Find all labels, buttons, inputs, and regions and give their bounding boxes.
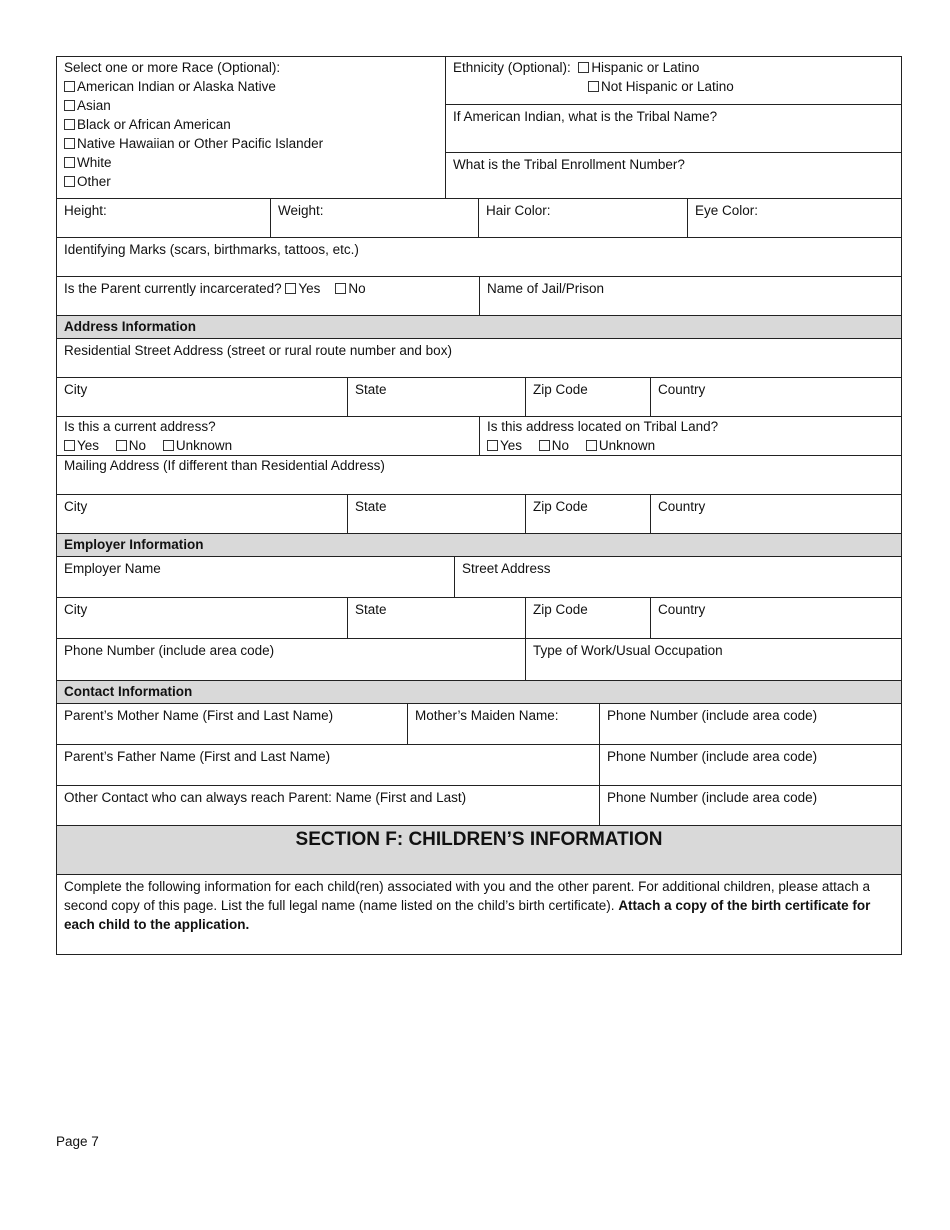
employer-city-row (56, 598, 902, 639)
tribal-land-yes-option[interactable]: Yes (487, 438, 522, 453)
race-option[interactable]: Black or African American (64, 115, 438, 134)
incarcerated-no-option[interactable]: No (335, 281, 365, 296)
weight-field[interactable] (271, 199, 479, 237)
weight-label: Weight: (278, 203, 324, 218)
employer-phone-row (56, 639, 902, 681)
race-option[interactable]: White (64, 153, 438, 172)
checkbox-icon[interactable] (588, 81, 599, 92)
employer-header: Employer Information (56, 534, 902, 557)
checkbox-icon[interactable] (163, 440, 174, 451)
application-form (56, 56, 902, 955)
checkbox-icon[interactable] (64, 81, 75, 92)
hair-color-field[interactable] (479, 199, 688, 237)
tribal-land-unknown-option[interactable]: Unknown (586, 438, 655, 453)
checkbox-icon[interactable] (578, 62, 589, 73)
current-no-option[interactable]: No (116, 438, 146, 453)
current-address-label: Is this a current address? (64, 419, 216, 434)
section-f-instructions-row (56, 875, 902, 955)
checkbox-icon[interactable] (586, 440, 597, 451)
ethnicity-tribal-column (446, 57, 901, 198)
race-ethnicity-row (56, 56, 902, 199)
race-label: Select one or more Race (Optional): (64, 60, 281, 75)
tribal-name-field[interactable] (446, 105, 901, 153)
checkbox-icon[interactable] (64, 440, 75, 451)
tribal-land-no-option[interactable]: No (539, 438, 569, 453)
mother-name-field[interactable]: Parent’s Mother Name (First and Last Name) (57, 704, 408, 744)
checkbox-icon[interactable] (64, 138, 75, 149)
race-option[interactable]: Asian (64, 96, 438, 115)
mother-row (56, 704, 902, 745)
state-field[interactable]: State (348, 378, 526, 416)
eye-color-field[interactable] (688, 199, 901, 237)
ethnicity-option-not-hispanic[interactable]: Not Hispanic or Latino (453, 77, 894, 96)
mailing-address-label: Mailing Address (If different than Residential Address) (64, 458, 385, 473)
ethnicity-option-hispanic[interactable]: Hispanic or Latino (578, 60, 699, 75)
other-contact-field[interactable]: Other Contact who can always reach Parent: Name (First and Last) (57, 786, 600, 825)
country-field[interactable]: Country (658, 382, 706, 397)
identifying-marks-label: Identifying Marks (scars, birthmarks, tattoos, etc.) (64, 242, 359, 257)
residential-address-row (56, 339, 902, 378)
section-f-title-row (56, 826, 902, 875)
jail-name-label: Name of Jail/Prison (487, 281, 605, 296)
checkbox-icon[interactable] (285, 283, 296, 294)
father-name-field[interactable]: Parent’s Father Name (First and Last Name) (57, 745, 600, 785)
tribal-land-label: Is this address located on Tribal Land? (487, 419, 719, 434)
checkbox-icon[interactable] (64, 100, 75, 111)
checkbox-icon[interactable] (64, 119, 75, 130)
current-yes-option[interactable]: Yes (64, 438, 99, 453)
tribal-land-cell (480, 417, 901, 455)
checkbox-icon[interactable] (335, 283, 346, 294)
tribal-enrollment-field[interactable] (446, 153, 901, 198)
incarcerated-row (56, 277, 902, 316)
city-field[interactable]: City (57, 598, 348, 638)
height-field[interactable] (57, 199, 271, 237)
height-label: Height: (64, 203, 107, 218)
checkbox-icon[interactable] (116, 440, 127, 451)
mailing-address-row (56, 456, 902, 495)
section-f-instructions: Complete the following information for each child(ren) associated with you and the other parent. For additional children, please attach a second copy of this page. List the full legal name (name listed on the child’s birth certificate). Attach a copy of the birth certificate for each child to the application. (64, 879, 871, 932)
city-field[interactable]: City (57, 495, 348, 533)
residential-address-field[interactable] (57, 339, 901, 377)
employer-street-field[interactable]: Street Address (462, 561, 551, 576)
state-field[interactable]: State (348, 495, 526, 533)
residential-city-row (56, 378, 902, 417)
employer-phone-field[interactable]: Phone Number (include area code) (57, 639, 526, 680)
father-row (56, 745, 902, 786)
zip-field[interactable]: Zip Code (526, 495, 651, 533)
eye-color-label: Eye Color: (695, 203, 759, 218)
section-f-title: SECTION F: CHILDREN’S INFORMATION (57, 826, 901, 874)
city-field[interactable]: City (57, 378, 348, 416)
country-field[interactable]: Country (658, 602, 706, 617)
maiden-name-field[interactable]: Mother’s Maiden Name: (408, 704, 600, 744)
incarcerated-label: Is the Parent currently incarcerated? (64, 281, 282, 296)
zip-field[interactable]: Zip Code (526, 598, 651, 638)
physical-row (56, 199, 902, 238)
other-contact-phone-field[interactable]: Phone Number (include area code) (607, 790, 818, 805)
tribal-enrollment-label: What is the Tribal Enrollment Number? (453, 157, 685, 172)
state-field[interactable]: State (348, 598, 526, 638)
mother-phone-field[interactable]: Phone Number (include area code) (607, 708, 818, 723)
zip-field[interactable]: Zip Code (526, 378, 651, 416)
race-option[interactable]: Native Hawaiian or Other Pacific Islander (64, 134, 438, 153)
current-unknown-option[interactable]: Unknown (163, 438, 232, 453)
checkbox-icon[interactable] (487, 440, 498, 451)
race-cell (57, 57, 446, 198)
incarcerated-cell (57, 277, 480, 315)
page-number: Page 7 (56, 1134, 99, 1149)
father-phone-field[interactable]: Phone Number (include area code) (607, 749, 818, 764)
race-option[interactable]: American Indian or Alaska Native (64, 77, 438, 96)
ethnicity-cell (446, 57, 901, 105)
ethnicity-label: Ethnicity (Optional): (453, 60, 571, 75)
employer-name-field[interactable]: Employer Name (57, 557, 455, 597)
address-header: Address Information (56, 316, 902, 339)
checkbox-icon[interactable] (539, 440, 550, 451)
address-status-row (56, 417, 902, 456)
jail-name-field[interactable] (480, 277, 901, 315)
race-option[interactable]: Other (64, 172, 438, 191)
residential-address-label: Residential Street Address (street or rural route number and box) (64, 343, 452, 358)
mailing-city-row (56, 495, 902, 534)
occupation-field[interactable]: Type of Work/Usual Occupation (533, 643, 723, 658)
identifying-marks-field[interactable] (57, 238, 901, 276)
current-address-cell (57, 417, 480, 455)
contact-header: Contact Information (56, 681, 902, 704)
mailing-address-field[interactable] (57, 456, 901, 494)
checkbox-icon[interactable] (64, 157, 75, 168)
other-contact-row (56, 786, 902, 826)
country-field[interactable]: Country (658, 499, 706, 514)
tribal-name-label: If American Indian, what is the Tribal Name? (453, 109, 718, 124)
identifying-marks-row (56, 238, 902, 277)
checkbox-icon[interactable] (64, 176, 75, 187)
incarcerated-yes-option[interactable]: Yes (285, 281, 320, 296)
hair-color-label: Hair Color: (486, 203, 551, 218)
employer-name-row (56, 557, 902, 598)
